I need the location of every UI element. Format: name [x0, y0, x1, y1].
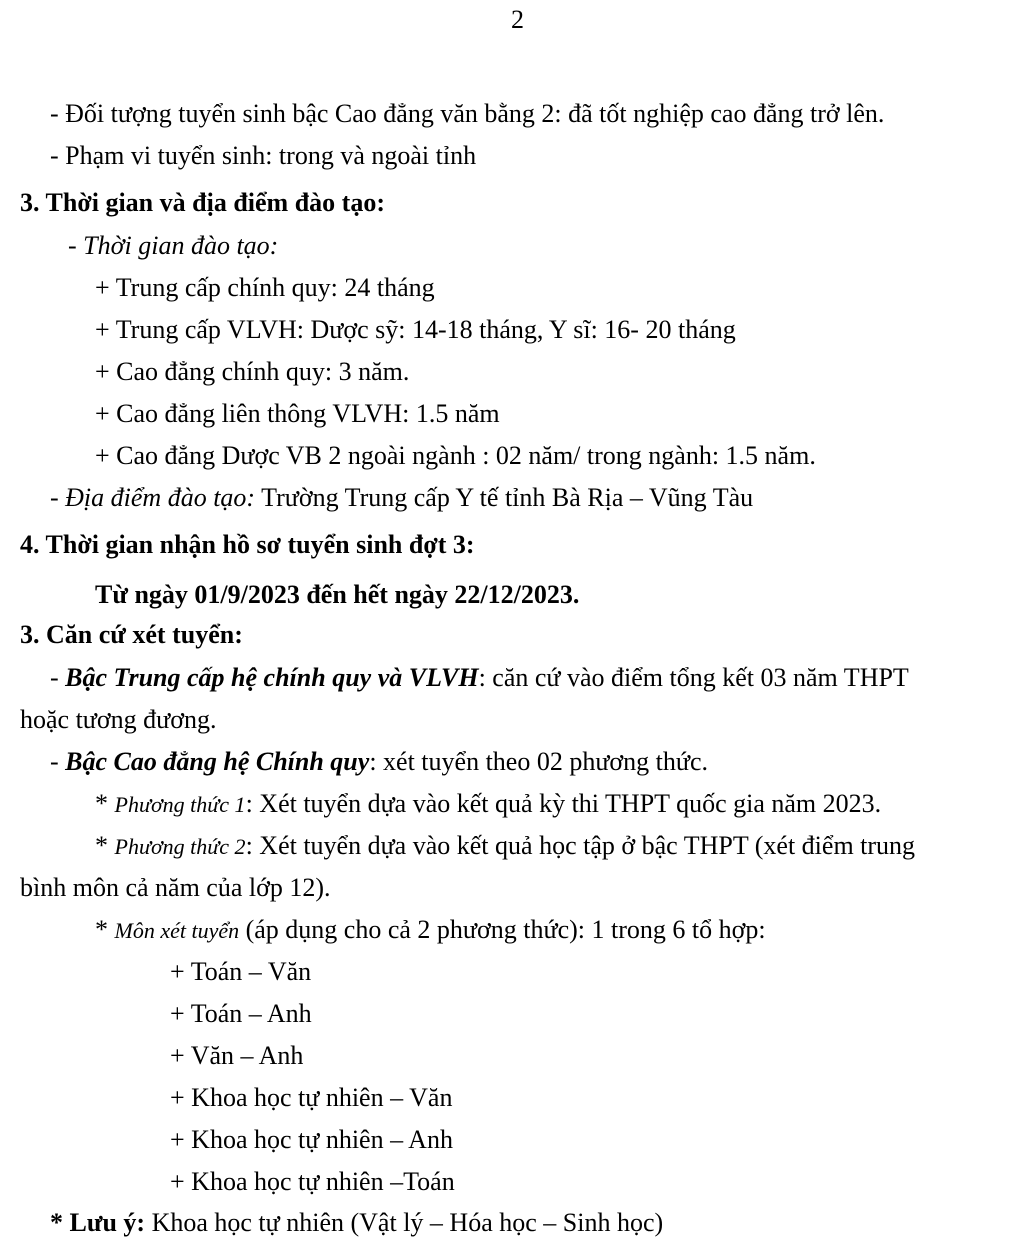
training-time-item: + Trung cấp VLVH: Dược sỹ: 14-18 tháng, Y sĩ: 16- 20 tháng [95, 315, 736, 344]
method-2-continuation: bình môn cả năm của lớp 12). [20, 873, 331, 902]
method-1-text: : Xét tuyển dựa vào kết quả kỳ thi THPT quốc gia năm 2023. [245, 789, 882, 818]
college-basis-line [50, 747, 708, 777]
combination-item: + Khoa học tự nhiên – Anh [170, 1125, 453, 1154]
subject-combination-text: (áp dụng cho cả 2 phương thức): 1 trong 6 tổ hợp: [239, 915, 766, 944]
note-line [50, 1208, 663, 1238]
note-label: * Lưu ý: [50, 1208, 146, 1237]
method-1-line [95, 789, 881, 820]
section-heading-admission-basis: 3. Căn cứ xét tuyển: [20, 620, 243, 649]
intermediate-level-label: Bậc Trung cấp hệ chính quy và VLVH [65, 663, 479, 692]
dash: - [50, 747, 66, 776]
training-time-item: + Cao đẳng chính quy: 3 năm. [95, 357, 410, 386]
method-2-label: Phương thức 2 [114, 834, 246, 859]
dash: - [68, 231, 84, 260]
section-heading-time-location: 3. Thời gian và địa điểm đào tạo: [20, 188, 385, 217]
intermediate-basis-text: : căn cứ vào điểm tổng kết 03 năm THPT [478, 663, 909, 692]
combination-item: + Khoa học tự nhiên –Toán [170, 1167, 455, 1196]
training-location-label: - Địa điểm đào tạo: [50, 483, 256, 512]
college-level-label: Bậc Cao đẳng hệ Chính quy [65, 747, 370, 776]
combination-item: + Toán – Văn [170, 957, 312, 986]
training-time-item: + Cao đẳng liên thông VLVH: 1.5 năm [95, 399, 500, 428]
training-time-italic: Thời gian đào tạo: [83, 231, 279, 260]
section-heading-application-period: 4. Thời gian nhận hồ sơ tuyển sinh đợt 3: [20, 530, 475, 559]
intermediate-basis-continuation: hoặc tương đương. [20, 705, 217, 734]
combination-item: + Toán – Anh [170, 999, 312, 1028]
bullet: * [95, 831, 115, 860]
training-location-value: Trường Trung cấp Y tế tỉnh Bà Rịa – Vũng Tàu [255, 483, 754, 512]
method-2-text: : Xét tuyển dựa vào kết quả học tập ở bậc THPT (xét điểm trung [245, 831, 916, 860]
note-text: Khoa học tự nhiên (Vật lý – Hóa học – Sinh học) [145, 1208, 664, 1237]
training-time-item: + Trung cấp chính quy: 24 tháng [95, 273, 435, 302]
application-dates: Từ ngày 01/9/2023 đến hết ngày 22/12/2023. [95, 580, 580, 609]
training-time-item: + Cao đẳng Dược VB 2 ngoài ngành : 02 năm/ trong ngành: 1.5 năm. [95, 441, 816, 470]
subject-combination-label: Môn xét tuyển [114, 918, 240, 943]
combination-item: + Văn – Anh [170, 1041, 304, 1070]
page-number: 2 [511, 5, 524, 34]
bullet: * [95, 789, 115, 818]
combination-item: + Khoa học tự nhiên – Văn [170, 1083, 453, 1112]
bullet: * [95, 915, 115, 944]
training-time-label [68, 231, 278, 261]
intermediate-basis-line [50, 663, 909, 693]
method-2-line [95, 831, 915, 862]
dash: - [50, 663, 66, 692]
enrollment-scope-line: - Phạm vi tuyển sinh: trong và ngoài tỉnh [50, 141, 477, 170]
training-location-line [50, 483, 753, 513]
method-1-label: Phương thức 1 [114, 792, 246, 817]
college-basis-text: : xét tuyển theo 02 phương thức. [369, 747, 709, 776]
enrollment-target-line: - Đối tượng tuyển sinh bậc Cao đẳng văn bằng 2: đã tốt nghiệp cao đẳng trở lên. [50, 99, 885, 128]
subject-combination-line [95, 915, 766, 946]
